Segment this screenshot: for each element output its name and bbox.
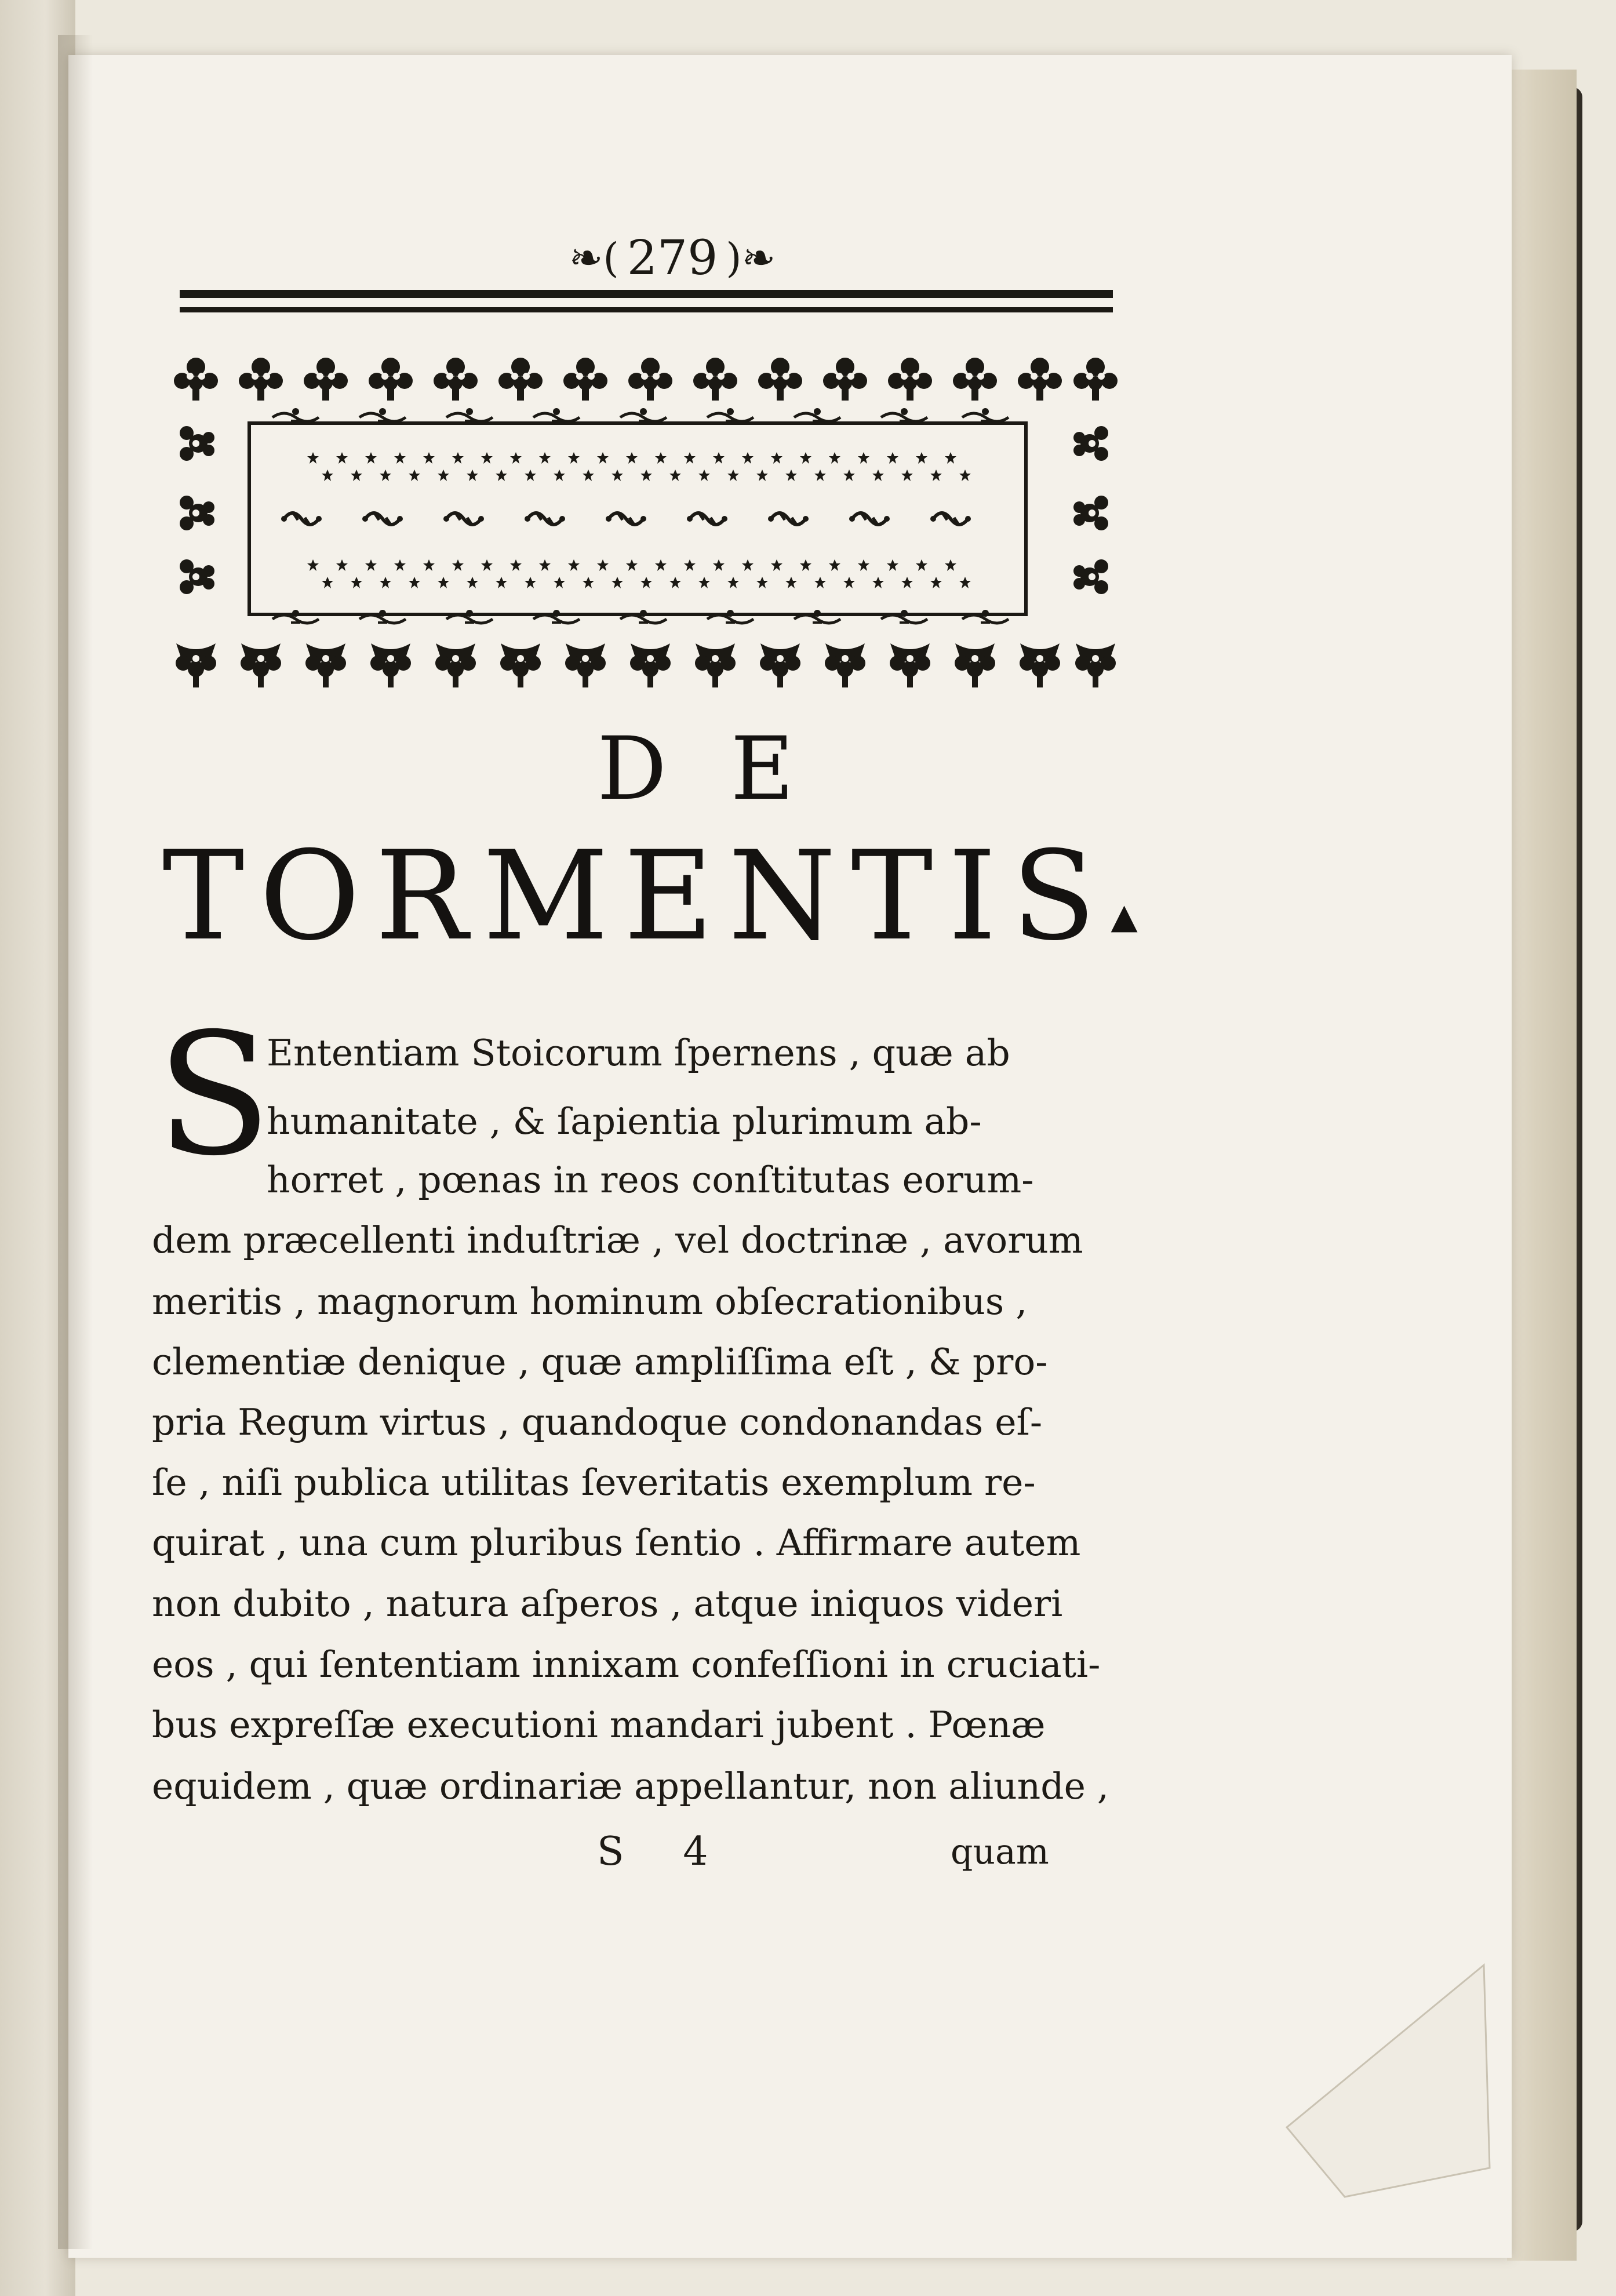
title-line-1: DE bbox=[597, 719, 858, 820]
body-line-4: dem præcellenti induſtriæ , vel doctrinæ , avorum bbox=[152, 1219, 1083, 1261]
body-line-3: horret , pœnas in reos conſtitutas eorum- bbox=[267, 1159, 1034, 1201]
corner-fold-icon bbox=[1275, 1959, 1495, 2203]
body-line-13: equidem , quæ ordinariæ appellantur, non aliunde , bbox=[152, 1765, 1109, 1807]
left-fleuron-icon: ❧( bbox=[569, 234, 619, 282]
fleur-ornament-border-icon bbox=[168, 348, 1119, 696]
drop-cap: S bbox=[156, 998, 272, 1193]
body-line-6: clementiæ denique , quæ ampliſſima eſt , & pro- bbox=[152, 1341, 1048, 1383]
gutter-shadow bbox=[58, 35, 93, 2249]
title-line-2 bbox=[162, 824, 1138, 967]
body-line-7: pria Regum virtus , quandoque condonandas eſ- bbox=[152, 1401, 1043, 1443]
book-page-block-edge bbox=[1507, 70, 1577, 2261]
page-number: 279 bbox=[627, 230, 718, 286]
running-head bbox=[510, 226, 835, 290]
title-tail-mark: ▲ bbox=[1111, 896, 1138, 937]
body-line-1: Ententiam Stoicorum ſpernens , quæ ab bbox=[267, 1032, 1010, 1074]
signature-mark: S 4 bbox=[597, 1829, 731, 1875]
body-line-8: ſe , niſi publica utilitas ſeveritatis exemplum re- bbox=[152, 1461, 1036, 1504]
body-line-9: quirat , una cum pluribus ſentio . Affirmare autem bbox=[152, 1522, 1081, 1564]
body-line-2: humanitate , & ſapientia plurimum ab- bbox=[267, 1100, 982, 1142]
title-word: TORMENTIS bbox=[162, 824, 1111, 967]
right-fleuron-icon: )❧ bbox=[726, 234, 776, 282]
head-rule-thin bbox=[180, 307, 1113, 312]
catchword: quam bbox=[951, 1832, 1049, 1872]
head-rule-thick bbox=[180, 290, 1113, 298]
body-line-5: meritis , magnorum hominum obſecrationibus , bbox=[152, 1280, 1028, 1323]
body-line-10: non dubito , natura aſperos , atque iniquos videri bbox=[152, 1582, 1063, 1625]
body-line-12: bus expreſſæ executioni mandari jubent . Pœnæ bbox=[152, 1704, 1046, 1746]
body-line-11: eos , qui ſententiam innixam confeſſioni in cruciati- bbox=[152, 1643, 1101, 1686]
